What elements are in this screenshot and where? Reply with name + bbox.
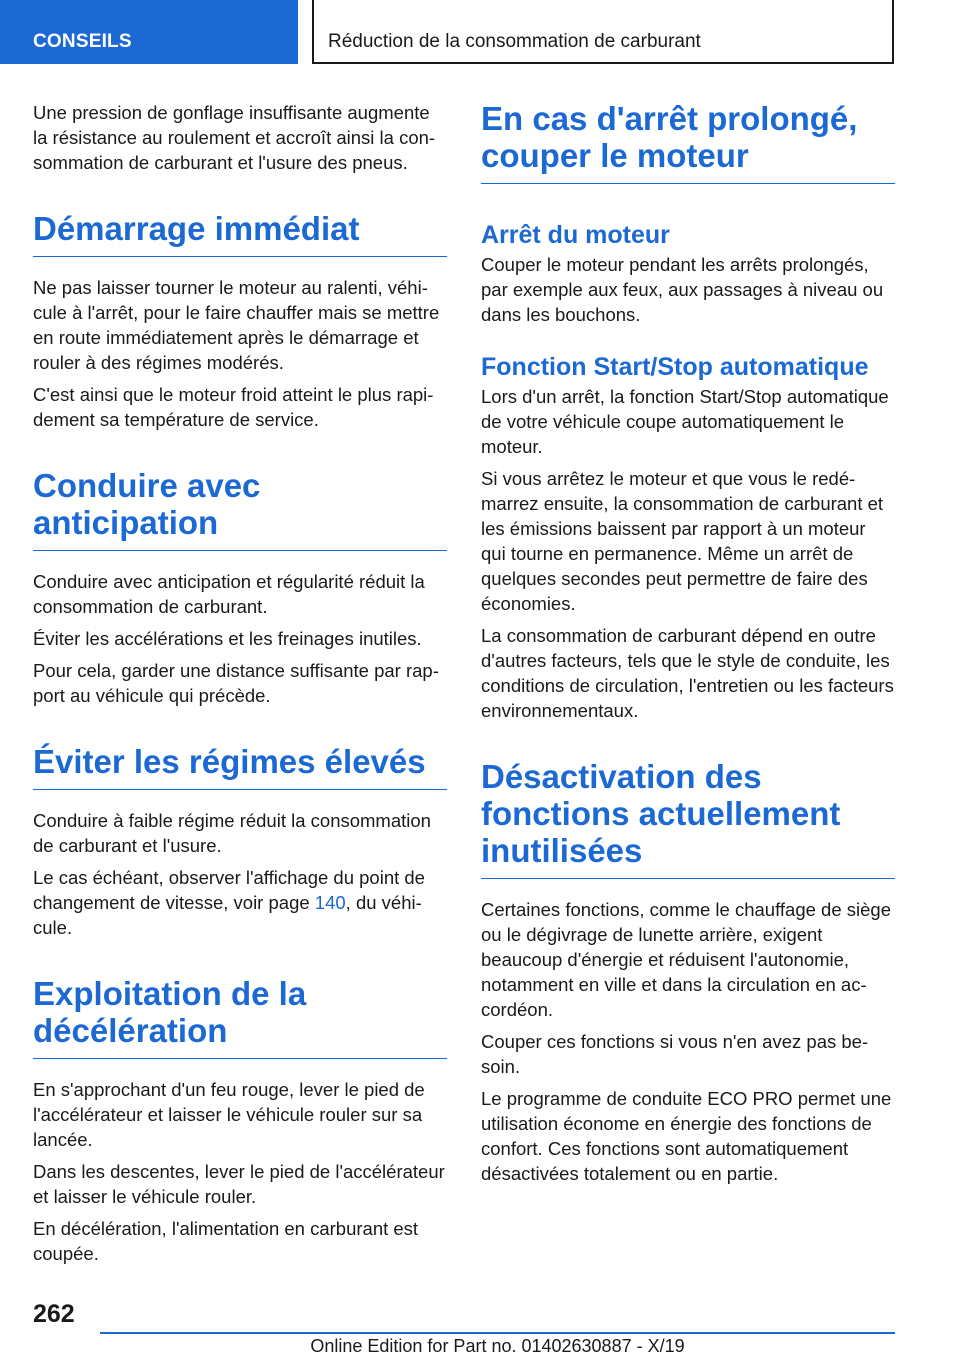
paragraph: Conduire à faible régime réduit la consommation de carburant et l'usure.: [33, 810, 431, 856]
heading-arret-prolonge: En cas d'arrêt prolongé, couper le moteur: [481, 100, 895, 184]
subheading-arret-du-moteur: Arrêt du moteur: [481, 221, 670, 249]
subheading-start-stop: Fonction Start/Stop automatique: [481, 353, 869, 381]
paragraph: Certaines fonctions, comme le chauffage de siège ou le dégivrage de lunette arrière, exigent beaucoup d'énergie et réduisent l'autonomie, notamment en ville et dans la circulation en accordéon.: [481, 899, 891, 1020]
heading-conduire-avec-anticipation: Conduire avec anticipation: [33, 467, 447, 551]
paragraph: Ne pas laisser tourner le moteur au ralenti, véhicule à l'arrêt, pour le faire chauffer mais se mettre en route immédiatement après le démarrage et rouler à des régimes modérés.: [33, 277, 440, 373]
footer-edition: Online Edition for Part no. 01402630887 - X/19: [310, 1336, 685, 1356]
heading-desactivation-fonctions: Désactivation des fonctions actuellement inutilisées: [481, 758, 895, 879]
paragraph: La consommation de carburant dépend en outre d'autres facteurs, tels que le style de conduite, les conditions de circulation, l'entretien ou les facteurs environnementaux.: [481, 625, 894, 721]
paragraph: Couper le moteur pendant les arrêts prolongés, par exemple aux feux, aux passages à niveau ou dans les bouchons.: [481, 254, 884, 325]
page-reference-link[interactable]: 140: [314, 892, 346, 913]
paragraph: Couper ces fonctions si vous n'en avez pas besoin.: [481, 1031, 869, 1077]
heading-eviter-regimes-eleves: Éviter les régimes élevés: [33, 743, 447, 790]
paragraph: Conduire avec anticipation et régularité réduit la consommation de carburant.: [33, 571, 425, 617]
paragraph: En s'approchant d'un feu rouge, lever le pied de l'accélérateur et laisser le véhicule rouler sur sa lancée.: [33, 1079, 425, 1150]
page-number: 262: [33, 1300, 75, 1328]
paragraph: Lors d'un arrêt, la fonction Start/Stop automatique de votre véhicule coupe automatiquement le moteur.: [481, 386, 889, 457]
paragraph: Dans les descentes, lever le pied de l'accélérateur et laisser le véhicule rouler.: [33, 1161, 445, 1207]
heading-demarrage-immediat: Démarrage immédiat: [33, 210, 447, 257]
paragraph: Éviter les accélérations et les freinages inutiles.: [33, 628, 422, 649]
text: , du véhicule.: [33, 892, 422, 938]
paragraph: Si vous arrêtez le moteur et que vous le redémarrez ensuite, la consommation de carburant et les émissions baissent par rapport à un moteur qui tourne en permanence. Même un arrêt de quelques secondes peut permettre de faire des économies.: [481, 468, 884, 614]
left-column: [33, 100, 447, 1273]
paragraph: C'est ainsi que le moteur froid atteint le plus rapidement sa température de service.: [33, 384, 434, 430]
footer-divider: [100, 1332, 895, 1334]
heading-exploitation-deceleration: Exploitation de la décélération: [33, 975, 447, 1059]
paragraph-with-page-ref: [33, 865, 447, 940]
right-column: [481, 100, 895, 1193]
text: Le cas échéant, observer l'affichage du point de changement de vitesse, voir page: [33, 867, 425, 913]
paragraph: Pour cela, garder une distance suffisante par rapport au véhicule qui précède.: [33, 660, 439, 706]
paragraph: En décélération, l'alimentation en carburant est coupée.: [33, 1218, 419, 1264]
paragraph: Le programme de conduite ECO PRO permet une utilisation économe en énergie des fonctions de confort. Ces fonctions sont automatiquement désactivées totalement ou en partie.: [481, 1088, 892, 1184]
section-tab: CONSEILS: [0, 0, 298, 64]
intro-paragraph: Une pression de gonflage insuffisante augmente la résistance au roulement et accroît ainsi la consommation de carburant et l'usure des pneus.: [33, 102, 436, 173]
page-header-title: Réduction de la consommation de carburant: [312, 0, 894, 64]
